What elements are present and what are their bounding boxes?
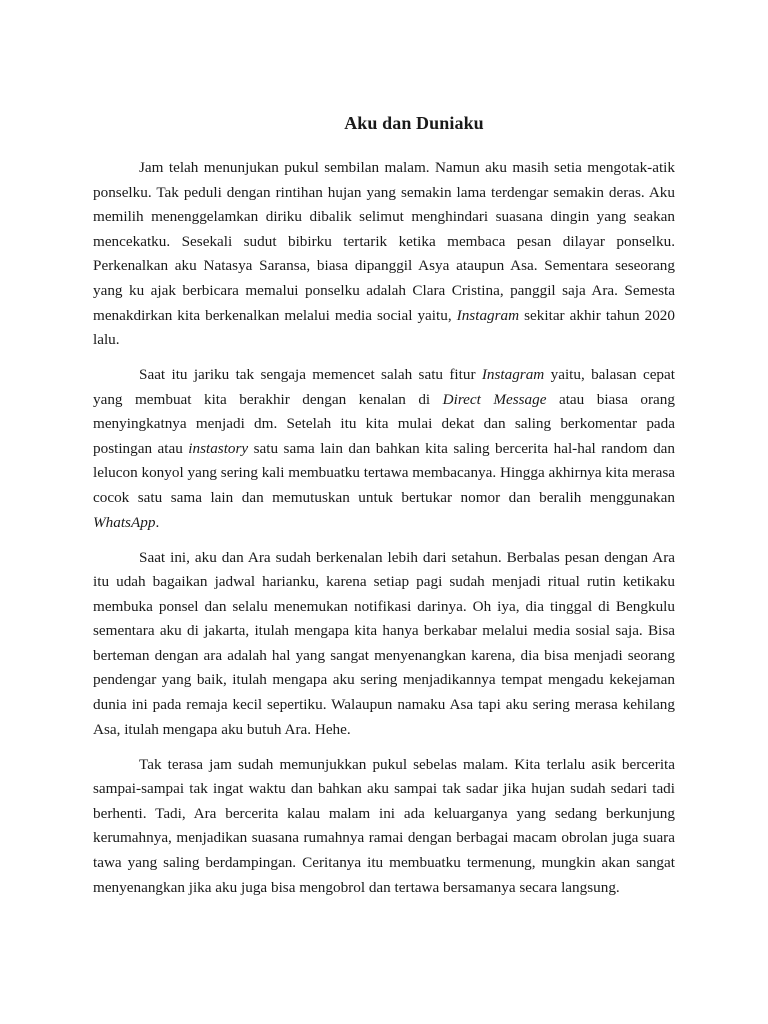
paragraph-3 (93, 546, 675, 743)
paragraph-3-text-1: Saat ini, aku dan Ara sudah berkenalan lebih dari setahun. Berbalas pesan dengan Ara itu udah bagaikan jadwal harianku, karena setiap pagi sudah menjadi ritual rutin ketikaku membuka ponsel dan selalu menemukan notifikasi darinya. Oh iya, dia tinggal di Bengkulu sementara aku di jakarta, itulah mengapa kita hanya berkabar melalui media sosial saja. Bisa berteman dengan ara adalah hal yang sangat menyenangkan karena, dia bisa menjadi seorang pendengar yang baik, itulah mengapa aku sering menjadikannya tempat mengadu kekejaman dunia ini pada remaja kecil sepertiku. Walaupun namaku Asa tapi aku sering merasa kehilang Asa, itulah mengapa aku butuh Ara. Hehe. (93, 548, 675, 738)
paragraph-2-italic-instastory: instastory (188, 439, 249, 457)
paragraph-2-text-3: atau biasa orang menyingkatnya menjadi dm. Setelah itu kita mulai dekat dan saling berkomentar pada postingan atau (93, 390, 675, 457)
document-body (93, 156, 675, 910)
paragraph-1-text-1: Jam telah menunjukan pukul sembilan malam. Namun aku masih setia mengotak-atik ponselku. Tak peduli dengan rintihan hujan yang semakin lama terdengar semakin deras. Aku memilih menenggelamkan diriku dibalik selimut menghindari suasana dingin yang seakan mencekatku. Sesekali sudut bibirku tertarik ketika membaca pesan dilayar ponselku. Perkenalkan aku Natasya Saransa, biasa dipanggil Asya ataupun Asa. Sementara seseorang yang ku ajak berbicara memalui ponselku adalah Clara Cristina, panggil saja Ara. Semesta menakdirkan kita berkenalkan melalui media social yaitu, (93, 159, 675, 324)
paragraph-4 (93, 753, 675, 901)
paragraph-2-italic-whatsapp: WhatsApp (93, 513, 156, 531)
paragraph-2-text-2: yaitu, balasan cepat yang membuat kita berakhir dengan kenalan di (93, 366, 675, 408)
paragraph-2-text-5: . (155, 513, 160, 531)
paragraph-2-text-1: Saat itu jariku tak sengaja memencet salah satu fitur (139, 366, 482, 384)
paragraph-1 (93, 156, 675, 353)
paragraph-2-italic-instagram: Instagram (481, 366, 545, 384)
paragraph-2-text-4: satu sama lain dan bahkan kita saling bercerita hal-hal random dan lelucon konyol yang sering kali membuatku tertawa membacanya. Hingga akhirnya kita merasa cocok satu sama lain dan memutuskan untuk bertukar nomor dan beralih menggunakan (93, 439, 675, 507)
paragraph-2 (93, 363, 675, 535)
paragraph-4-text-1: Tak terasa jam sudah memunjukkan pukul sebelas malam. Kita terlalu asik bercerita sampai-sampai tak ingat waktu dan bahkan aku sampai tak sadar jika hujan sudah sedari tadi berhenti. Tadi, Ara bercerita kalau malam ini ada keluarganya yang sedang berkunjung kerumahnya, menjadikan suasana rumahnya ramai dengan berbagai macam obrolan juga suara tawa yang saling berdampingan. Ceritanya itu membuatku termenung, mungkin akan sangat menyenangkan jika aku juga bisa mengobrol dan tertawa bersamanya secara langsung. (93, 755, 675, 896)
paragraph-2-italic-direct-message: Direct Message (442, 390, 547, 408)
paragraph-1-text-2: sekitar akhir tahun 2020 lalu. (93, 306, 675, 349)
document-title: Aku dan Duniaku (344, 113, 484, 133)
paragraph-1-italic-instagram: Instagram (456, 306, 520, 324)
